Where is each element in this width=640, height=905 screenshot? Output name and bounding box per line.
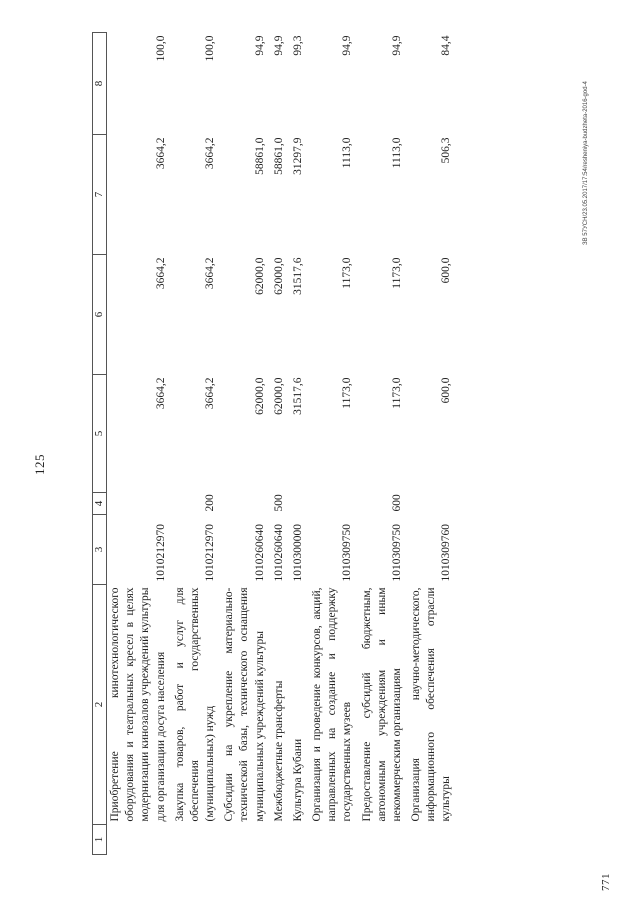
row-index-cell xyxy=(172,825,222,855)
row-expense-type-cell xyxy=(290,493,309,515)
row-executed-cell: 3664,2 xyxy=(204,137,217,170)
table-row xyxy=(221,33,271,855)
header-col-6: 6 xyxy=(93,255,107,375)
row-approved-cell: 31517,6 xyxy=(291,377,304,415)
row-executed-cell: 31297,9 xyxy=(291,137,304,175)
header-col-8: 8 xyxy=(93,33,107,135)
row-index-cell xyxy=(271,825,290,855)
row-approved-cell: 1173,0 xyxy=(341,377,354,409)
row-name-cell: Закупка товаров, работ и услуг для обеспечения государственных (муниципальных) нужд xyxy=(173,587,217,822)
row-executed-cell: 1113,0 xyxy=(341,137,354,169)
row-name-cell: Межбюджетные трансферты xyxy=(272,680,285,822)
row-name-cell: Организация научно-методического, информационного обеспечения отрасли культуры xyxy=(410,587,453,822)
header-col-4: 4 xyxy=(93,493,107,515)
budget-table xyxy=(92,32,458,855)
row-revised-cell: 62000,0 xyxy=(253,257,266,295)
table-row xyxy=(408,33,458,855)
header-col-7: 7 xyxy=(93,135,107,255)
row-revised-cell: 3664,2 xyxy=(154,257,167,290)
row-expense-type-cell: 600 xyxy=(390,494,403,512)
row-percent-cell: 84,4 xyxy=(440,35,453,56)
table-row xyxy=(107,33,172,855)
row-name-cell: Организация и проведение конкурсов, акций, направленных на создание и поддержку государственных музеев xyxy=(311,587,354,822)
table-row xyxy=(359,33,409,855)
row-executed-cell: 58861,0 xyxy=(272,137,285,175)
row-revised-cell: 31517,6 xyxy=(291,257,304,295)
side-page-code: 771 xyxy=(600,873,612,891)
row-index-cell xyxy=(309,825,359,855)
row-approved-cell: 3664,2 xyxy=(204,377,217,410)
row-index-cell xyxy=(107,825,172,855)
row-executed-cell: 506,3 xyxy=(440,137,453,164)
row-target-code-cell: 1010260640 xyxy=(272,524,285,582)
table-body xyxy=(107,33,458,855)
row-target-code-cell: 1010300000 xyxy=(291,524,304,582)
header-col-2: 2 xyxy=(93,585,107,825)
row-index-cell xyxy=(290,825,309,855)
table-row xyxy=(271,33,290,855)
row-approved-cell: 62000,0 xyxy=(272,377,285,415)
header-col-3: 3 xyxy=(93,515,107,585)
row-revised-cell: 62000,0 xyxy=(272,257,285,295)
row-expense-type-cell xyxy=(309,493,359,515)
row-expense-type-cell xyxy=(221,493,271,515)
footer-file-note: ЗВ 57УСН/23.05.2017/17:54/resheniya-budzheta-2016-god-4 xyxy=(583,81,589,245)
row-target-code-cell: 1010212970 xyxy=(204,524,217,582)
row-target-code-cell: 1010260640 xyxy=(253,524,266,582)
table-row xyxy=(172,33,222,855)
row-percent-cell: 100,0 xyxy=(204,35,217,62)
row-executed-cell: 1113,0 xyxy=(390,137,403,169)
row-approved-cell: 62000,0 xyxy=(253,377,266,415)
row-expense-type-cell xyxy=(107,493,172,515)
row-executed-cell: 58861,0 xyxy=(253,137,266,175)
row-index-cell xyxy=(408,825,458,855)
header-col-1: 1 xyxy=(93,825,107,855)
row-index-cell xyxy=(221,825,271,855)
row-target-code-cell: 1010309750 xyxy=(341,524,354,582)
table-row xyxy=(309,33,359,855)
row-approved-cell: 3664,2 xyxy=(154,377,167,410)
row-target-code-cell: 1010309760 xyxy=(440,524,453,582)
row-approved-cell: 600,0 xyxy=(440,377,453,404)
row-percent-cell: 94,9 xyxy=(341,35,354,56)
row-percent-cell: 99,3 xyxy=(291,35,304,56)
row-percent-cell: 100,0 xyxy=(154,35,167,62)
table-header-row xyxy=(93,33,107,855)
row-percent-cell: 94,9 xyxy=(253,35,266,56)
row-expense-type-cell: 200 xyxy=(204,494,217,512)
row-revised-cell: 1173,0 xyxy=(390,257,403,289)
page-number: 125 xyxy=(32,454,47,475)
row-target-code-cell: 1010212970 xyxy=(154,524,167,582)
row-name-cell: Субсидии на укрепление материально-технической базы, технического оснащения муниципальных учреждений культуры xyxy=(223,587,266,822)
row-name-cell: Приобретение кинотехнологического оборудования и театральных кресел в целях модернизации кинозалов учреждений культуры для организации досуга населения xyxy=(109,587,167,822)
header-col-5: 5 xyxy=(93,375,107,493)
row-percent-cell: 94,9 xyxy=(272,35,285,56)
row-name-cell: Культура Кубани xyxy=(291,738,304,822)
row-index-cell xyxy=(359,825,409,855)
row-expense-type-cell: 500 xyxy=(272,494,285,512)
table-row xyxy=(290,33,309,855)
row-revised-cell: 1173,0 xyxy=(341,257,354,289)
row-approved-cell: 1173,0 xyxy=(390,377,403,409)
row-name-cell: Предоставление субсидий бюджетным, автономным учреждениям и иным некоммерческим организациям xyxy=(360,587,403,822)
row-executed-cell: 3664,2 xyxy=(154,137,167,170)
row-percent-cell: 94,9 xyxy=(390,35,403,56)
row-expense-type-cell xyxy=(408,493,458,515)
row-target-code-cell: 1010309750 xyxy=(390,524,403,582)
row-revised-cell: 600,0 xyxy=(440,257,453,284)
row-revised-cell: 3664,2 xyxy=(204,257,217,290)
